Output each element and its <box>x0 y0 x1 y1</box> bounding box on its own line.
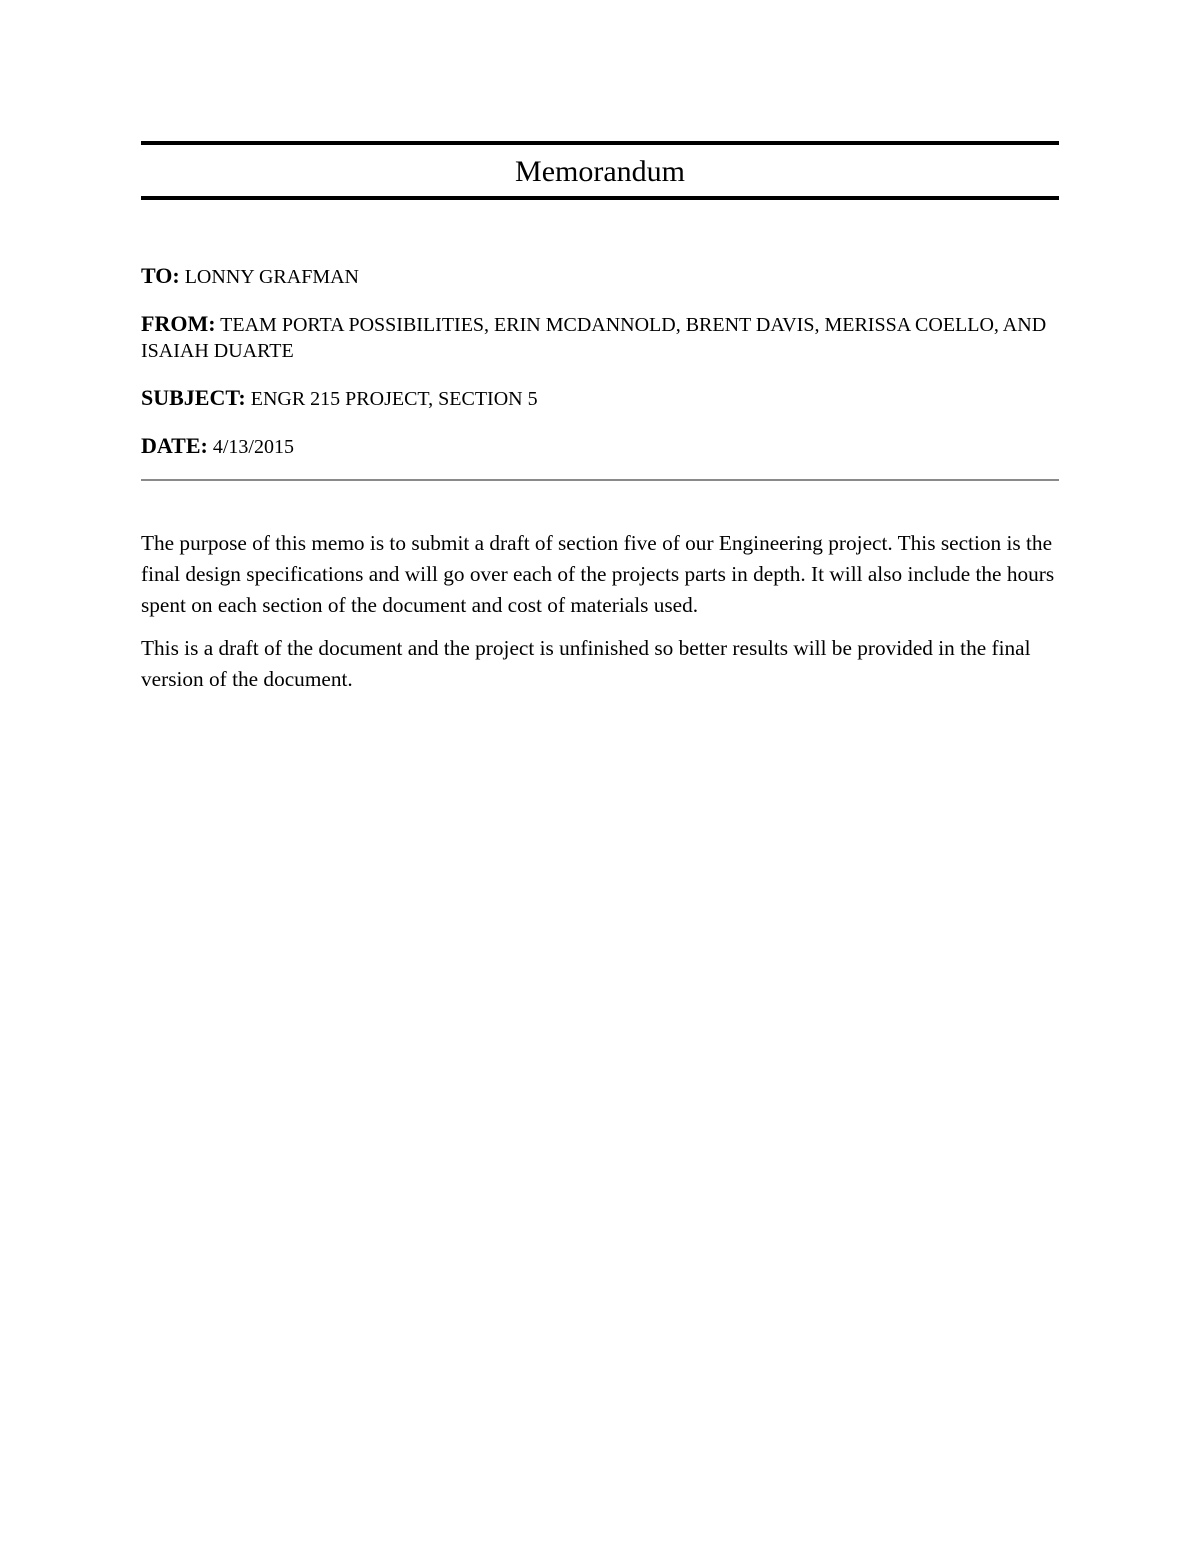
to-label: TO: <box>141 263 180 288</box>
to-field <box>141 263 1059 290</box>
body-paragraph: The purpose of this memo is to submit a draft of section five of our Engineering project. This section is the final design specifications and will go over each of the projects parts in depth. It will also include the hours spent on each section of the document and cost of materials used. <box>141 531 1055 617</box>
to-value: LONNY GRAFMAN <box>184 266 359 288</box>
memo-title: Memorandum <box>515 155 685 188</box>
memo-body <box>141 528 1059 695</box>
subject-field <box>141 385 1059 412</box>
memo-header <box>141 263 1059 460</box>
subject-value: ENGR 215 PROJECT, SECTION 5 <box>250 388 538 410</box>
date-label: DATE: <box>141 433 208 458</box>
body-paragraph: This is a draft of the document and the project is unfinished so better results will be provided in the final version of the document. <box>141 636 1031 691</box>
title-bottom-rule <box>141 196 1059 200</box>
date-field <box>141 433 1059 460</box>
from-value: TEAM PORTA POSSIBILITIES, ERIN MCDANNOLD, BRENT DAVIS, MERISSA COELLO, AND ISAIAH DUARTE <box>141 314 1047 362</box>
date-value: 4/13/2015 <box>212 436 294 458</box>
header-divider <box>141 479 1059 481</box>
memo-content <box>141 141 1059 707</box>
from-label: FROM: <box>141 311 216 336</box>
subject-label: SUBJECT: <box>141 385 246 410</box>
from-field <box>141 311 1059 364</box>
